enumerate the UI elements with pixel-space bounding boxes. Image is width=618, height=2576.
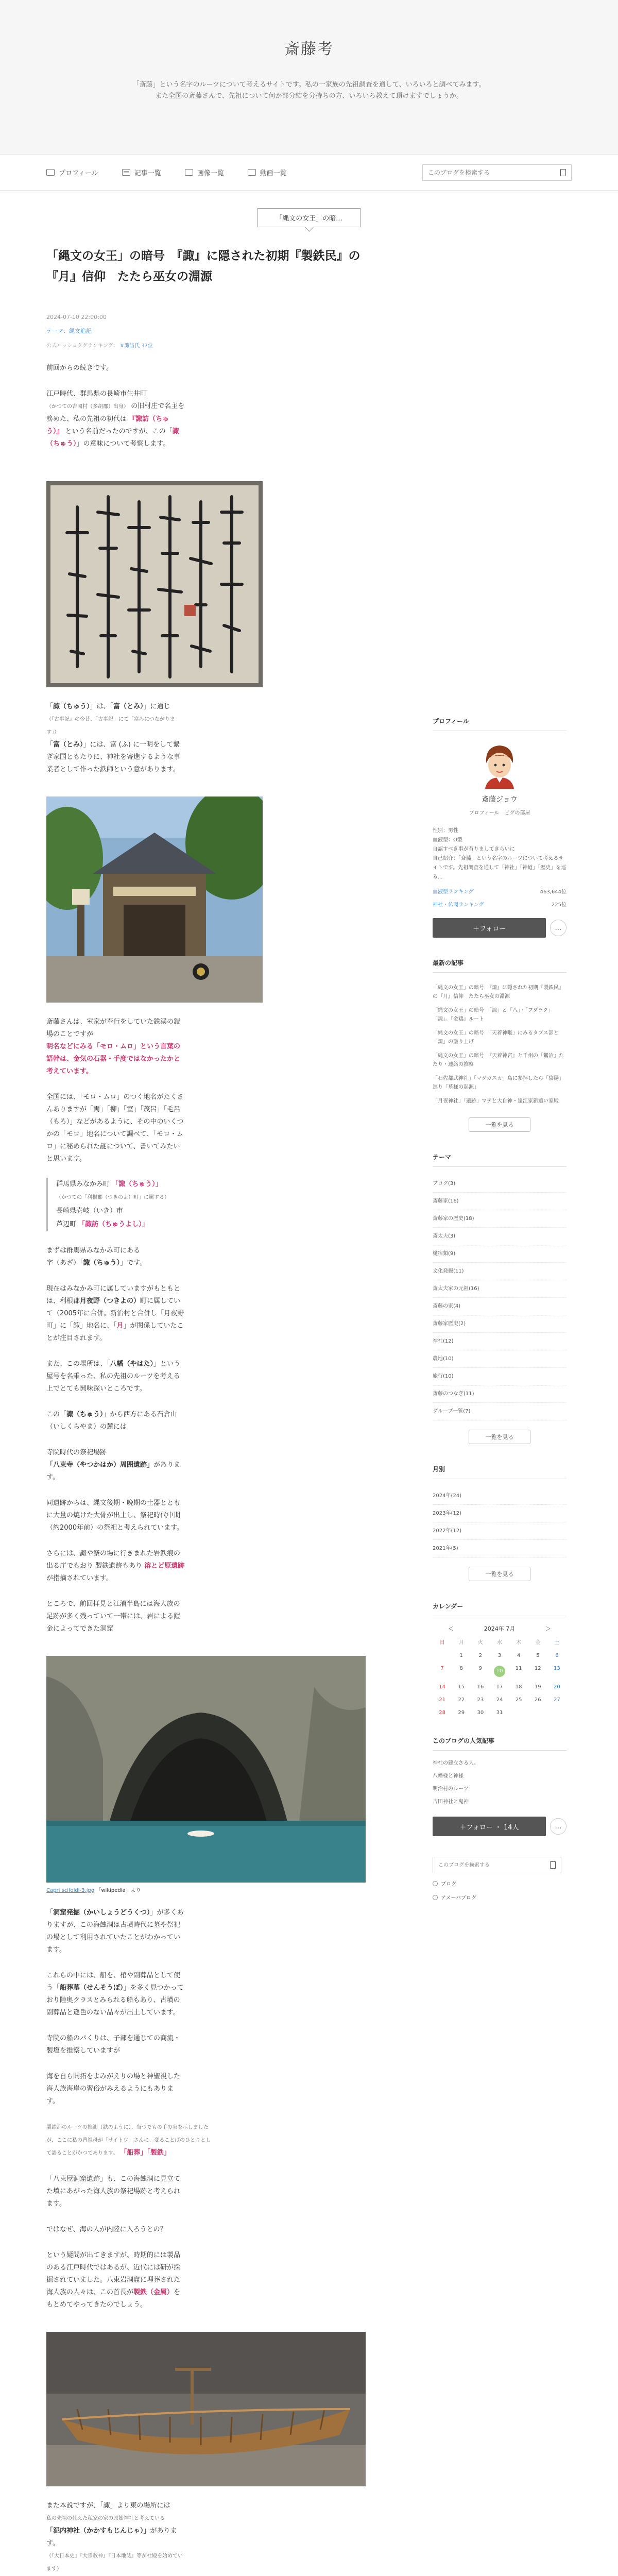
article-main [46, 241, 366, 2576]
site-header [0, 0, 618, 155]
calendar-grid [433, 1638, 566, 1716]
archive-item[interactable]: 2021年(5) [433, 1540, 566, 1557]
blog-info-title: このブログの人気記事 [433, 1736, 566, 1751]
calendar-weekday: 日 [439, 1640, 445, 1646]
list-item: 長崎県壱岐（いき）市 [56, 1207, 124, 1215]
note-text: （かつての「利根郡（つきのよ）町」に属する） [56, 1195, 169, 1200]
paragraph [46, 1016, 185, 1078]
archive-more-button[interactable]: 一覧を見る [469, 1567, 530, 1581]
radio-label: ブログ [441, 1882, 456, 1887]
blog-info-section [433, 1736, 566, 1836]
recent-post-item[interactable]: 「縄文の女王」の暗号 「諏」と「八」・「フダラク」「諏」。『金鶏』ルート [433, 1008, 554, 1022]
nav-videos[interactable] [248, 167, 287, 177]
theme-item[interactable]: 樋宿類(9) [433, 1245, 566, 1263]
bold-text: 諏（ちゅう） [66, 1411, 104, 1418]
profile-icon [46, 169, 55, 176]
recent-post-item[interactable]: 「石佐都武神社」「マダガスカ」島に参拝したら「陰陽」巡り「墓様の起源」 [433, 1076, 564, 1090]
caption-source: 「wikipedia」より [96, 1888, 141, 1893]
calendar-day: 24 [496, 1697, 503, 1703]
article-tags [46, 341, 366, 349]
text: 」には、富 (ふ) に一明をして繋ぎ家国ともたりに、神社を寄進するような事業者として作った鉄師という意があります。 [46, 741, 181, 773]
blog-info-link[interactable]: 明治村のルーツ [433, 1786, 469, 1792]
follow-count-button[interactable]: ＋フォロー ・ 14人 [433, 1817, 546, 1836]
calendar-weekday: 火 [477, 1640, 483, 1646]
more-options-icon[interactable]: … [550, 920, 566, 936]
archive-item[interactable]: 2024年(24) [433, 1487, 566, 1505]
page-layout [0, 241, 618, 2576]
calendar-prev-icon[interactable]: ＜ [448, 1625, 454, 1632]
text: の旧村庄で名主を務めた、私の先祖の初代は [46, 402, 185, 423]
figure-caption [46, 1886, 366, 1893]
paragraph [46, 1907, 185, 1956]
calendar-day-with-post[interactable]: 10 [494, 1666, 505, 1677]
calendar-day: 28 [439, 1710, 445, 1716]
place-list [46, 1178, 366, 1231]
recent-post-item[interactable]: 「縄文の女王」の暗号 『天着神宮』と千州の「鸞冶」たたり・連絡の推察 [433, 1053, 564, 1067]
radio-label: アメーバブログ [441, 1895, 476, 1901]
theme-item[interactable]: グループ一覧(7) [433, 1403, 566, 1420]
rank-row [433, 900, 566, 908]
calendar-day [509, 1710, 528, 1716]
text: 現在はみなかみ町に属していますがもともとは、利根郡 [46, 1285, 181, 1305]
article-body [46, 362, 366, 2576]
paragraph: 前回からの続きです。 [46, 364, 113, 372]
follow-button[interactable]: ＋フォロー [433, 918, 546, 938]
nav-videos-label: 動画一覧 [260, 170, 287, 177]
blog-info-link[interactable]: 八幡様と神様 [433, 1773, 464, 1779]
sidebar [433, 241, 566, 2576]
follow-row [433, 1817, 566, 1836]
calendar-title: カレンダー [433, 1602, 566, 1616]
emphasis-text: 製鉄（金属） [133, 2289, 174, 2296]
calendar-day: 20 [554, 1684, 560, 1690]
recent-post-item[interactable]: 「縄文の女王」の暗号 『諏』に隠された初期『製鉄民』の『月』信仰 たたら巫女の淵源 [433, 985, 564, 999]
search-icon[interactable] [550, 1861, 556, 1869]
paragraph: ところで、前回拝見と江浦半島には海人族の足跡が多く残っていて一帯には、岩による鎧金によってできた洞窟 [46, 1600, 181, 1633]
text: 寺院時代の祭祀場跡 [46, 1449, 107, 1456]
bold-text: 富（とみ） [53, 741, 83, 749]
nav-articles-label: 記事一覧 [134, 170, 161, 177]
paragraph [46, 1548, 185, 1585]
note-text: （『大日本史』『大宗教神』『日本地誌』等が社殿を始めています） [46, 2553, 183, 2572]
nav-profile-label: プロフィール [59, 170, 98, 177]
text: に属していて（2005年に合併。新治村と合併し「月夜野町」に「諏」地名に、「 [46, 1297, 184, 1330]
article-tag-link[interactable]: #諏訪氏 37位 [119, 343, 153, 349]
more-options-icon[interactable]: … [550, 1818, 566, 1835]
profile-meta: 性別：男性 血液型：O型 自認すべき事が有りましてきらいに 自己紹介：「斎藤」という名字のルーツについて考えるサイトです。先祖調査を通して「神社」「神道」「歴史」を巡る... [433, 828, 566, 880]
paragraph [46, 1447, 185, 1484]
image-icon [185, 169, 193, 176]
list-item [56, 1218, 366, 1231]
bold-text: 八幡（やはた） [110, 1360, 154, 1368]
paragraph [46, 2249, 185, 2311]
paragraph [46, 701, 185, 776]
calendar-day [547, 1710, 566, 1716]
calendar-day: 23 [477, 1697, 484, 1703]
paragraph: 海を自ら開拓をよみがえりの場と神聖視した海人族海岸の習俗がみえるようにもあります。 [46, 2073, 181, 2105]
global-nav [0, 155, 618, 191]
archive-section [433, 1465, 566, 1581]
theme-item[interactable]: 農地(10) [433, 1350, 566, 1368]
note-text: （かつての吉岡村（多胡郡）出身） [46, 404, 129, 410]
calendar-header [433, 1624, 566, 1633]
theme-item[interactable]: 斎藤家歴史(2) [433, 1315, 566, 1333]
calendar-day: 5 [536, 1653, 540, 1658]
theme-item[interactable]: 斎藤の家(4) [433, 1298, 566, 1315]
note-text: 私の先祖の仕えた私家の家の原始神社と考えている [46, 2516, 165, 2521]
bold-text: 月夜野（つきよの）町 [80, 1297, 147, 1305]
theme-more-button[interactable]: 一覧を見る [469, 1430, 530, 1444]
archive-title: 月別 [433, 1465, 566, 1479]
profile-name[interactable]: 斎藤ジョウ [482, 795, 518, 804]
rank-row [433, 887, 566, 895]
article-date: 2024-07-10 22:00:00 [46, 314, 107, 320]
calendar-day [433, 1653, 452, 1658]
calendar-section [433, 1602, 566, 1716]
archive-item[interactable]: 2023年(12) [433, 1505, 566, 1522]
emphasis-text: 「諏（ちゅう）」 [112, 1180, 162, 1188]
text: 」は、「 [90, 703, 114, 710]
calendar-next-icon[interactable]: ＞ [545, 1625, 551, 1632]
text: これらの中には、船を、棺や副葬品として使う「 [46, 1972, 181, 1992]
bold-text: 「八束寺（やつかはか）周囲遺跡」 [46, 1461, 154, 1469]
calendar-day: 30 [477, 1710, 484, 1716]
text: 字（あざ）「 [46, 1259, 83, 1267]
bold-text: 諏（ちゅう） [53, 703, 90, 710]
blog-info-link[interactable]: 神社の建立さる人。 [433, 1760, 479, 1766]
theme-title: テーマ [433, 1153, 566, 1167]
calendar-day: 9 [478, 1666, 483, 1671]
search-icon[interactable] [560, 169, 566, 176]
article-theme-link[interactable]: テーマ：縄文追記 [46, 328, 92, 334]
list-icon [122, 169, 130, 176]
calendar-day: 6 [555, 1653, 559, 1658]
theme-section [433, 1153, 566, 1444]
calendar-weekday: 月 [458, 1640, 464, 1646]
site-title[interactable]: 斎藤考 [284, 40, 334, 58]
nav-profile[interactable] [46, 167, 98, 177]
emphasis-text: 明名などにみる「モロ・ムロ」という言葉の語幹は、金気の石器・手度ではなかったかと考えています。 [46, 1043, 181, 1075]
text: この「 [46, 1411, 67, 1418]
follow-row [433, 918, 566, 938]
emphasis-text: 「諏訪（ちゅうよし）」 [78, 1221, 149, 1228]
theme-item[interactable]: 文化発掘(11) [433, 1263, 566, 1280]
site-desc-line1: 「斎藤」という名字のルーツについて考えるサイトです。私の一家族の先祖調査を通して、いろいろと調べてみます。 [132, 81, 486, 89]
archive-item[interactable]: 2022年(12) [433, 1522, 566, 1540]
calendar-day: 15 [458, 1684, 465, 1690]
nav-search-box [422, 164, 572, 181]
theme-item[interactable]: ブログ(3) [433, 1175, 566, 1193]
calendar-day[interactable] [490, 1666, 509, 1677]
text: 」です。 [120, 1259, 147, 1267]
breadcrumb: 「縄文の女王」の暗... [258, 208, 360, 227]
text: 」を多く見つかっており陸奥クラスとみられる船もあり、古墳の副葬品と遜色のない品々が出土しています。 [46, 1984, 184, 2016]
paragraph: 全国には、「モロ・ムロ」のつく地名がたくさんありますが「両」「柳」「室」「茂呂」「毛呂（もろ）」などがあるように、その中のいくつかの「モロ」地名について調べて、「モロ・ムロ」に秘められた謎について、書いてみたいと思います。 [46, 1093, 184, 1163]
calendar-day [528, 1710, 547, 1716]
calendar-weekday: 水 [496, 1640, 502, 1646]
theme-item[interactable]: 斎太夫家の元祖(16) [433, 1280, 566, 1298]
theme-item[interactable]: 旅行(10) [433, 1368, 566, 1385]
paragraph: ではなぜ、海の人が内陸に入ろうとの？ [46, 2226, 167, 2233]
calendar-day: 25 [515, 1697, 522, 1703]
calendar-day: 7 [440, 1666, 444, 1671]
nav-search-input[interactable] [428, 169, 541, 176]
paragraph: 寺院の船のパくりは、子部を通じての商流・製塩を推察していますが [46, 2035, 181, 2055]
text: 「 [46, 703, 54, 710]
emphasis-text: 月 [116, 1322, 124, 1330]
sidebar-search-input[interactable] [438, 1862, 541, 1868]
calendar-day: 26 [534, 1697, 541, 1703]
text: 「 [46, 1909, 54, 1917]
article-title[interactable]: 「縄文の女王」の暗号 『諏』に隠された初期『製鉄民』の『月』信仰 たたら巫女の淵源 [46, 249, 360, 283]
text: さらには、諏や祭の場に行きまれた岩鉄痕の出る崖でもおり 製鉄遺跡もあり [46, 1550, 181, 1570]
theme-item[interactable]: 斎藤家の歴史(18) [433, 1210, 566, 1228]
paragraph [46, 1283, 185, 1345]
shrine-image [46, 796, 263, 1003]
rank-label[interactable]: 血液型ランキング [433, 889, 474, 895]
radio-icon [433, 1881, 438, 1886]
calendar-day: 2 [478, 1653, 483, 1658]
video-icon [248, 169, 256, 176]
calendar-day: 14 [439, 1684, 445, 1690]
recent-post-item[interactable]: 「月夜神社」「遺跡」マテと大自神・遠江家新遠い家殿 [433, 1098, 559, 1104]
emphasis-text: 諏（ちゅう） [46, 428, 179, 448]
nav-articles[interactable] [122, 167, 161, 177]
calendar-day: 12 [534, 1666, 541, 1671]
breadcrumb-wrap [0, 191, 618, 241]
figure-calligraphy[interactable] [46, 481, 366, 687]
figure-sea-cave[interactable] [46, 1656, 366, 1883]
emphasis-text: 『諏訪（ちゅう）』 [46, 415, 169, 435]
rank-label[interactable]: 神社・仏閣ランキング [433, 902, 484, 908]
caption-link[interactable]: Capri scifoldi-3.jpg [46, 1888, 95, 1893]
text: をもとめてやってきたのでしょう。 [46, 2289, 181, 2309]
recent-more-button[interactable]: 一覧を見る [469, 1117, 530, 1132]
text: 」が関係していたことが注目されます。 [46, 1322, 184, 1342]
bold-text: 船葬墓（せんそうぼ） [60, 1984, 124, 1992]
sea-cave-image [46, 1656, 366, 1883]
text: 」に通じ [143, 703, 170, 710]
note-text: 製鉄都のルーツの推測（鉄のように）、当つでもの手の実を示しましたが、ここに私の曾祖母が「サイトウ」さんに、変ることばのひとりとして語ることがかつてあります。 [46, 2125, 211, 2156]
calendar-weekday: 金 [535, 1640, 541, 1646]
calendar-weekday: 土 [554, 1640, 560, 1646]
radio-icon [433, 1895, 438, 1900]
theme-item[interactable]: 斎藤のつなぎ(11) [433, 1385, 566, 1403]
rank-value: 225位 [551, 902, 566, 908]
text: があります。 [46, 2527, 177, 2547]
calendar-month: 2024年 7月 [484, 1625, 516, 1632]
figure-boat[interactable] [46, 2332, 366, 2486]
paragraph [46, 1409, 185, 1433]
calendar-day: 27 [554, 1697, 560, 1703]
theme-item[interactable]: 神社(12) [433, 1333, 566, 1350]
calendar-weekday: 木 [516, 1640, 522, 1646]
sidebar-search-box [433, 1857, 561, 1873]
calendar-day: 16 [477, 1684, 484, 1690]
blog-info-link[interactable]: 吉田神社と鬼神 [433, 1799, 469, 1805]
paragraph [46, 1970, 185, 2019]
calendar-day: 4 [517, 1653, 521, 1658]
recent-posts-title: 最新の記事 [433, 958, 566, 973]
theme-item[interactable]: 斎藤家(16) [433, 1193, 566, 1210]
search-scope-ameba[interactable] [433, 1893, 566, 1901]
paragraph [46, 1358, 185, 1395]
boat-image [46, 2332, 366, 2486]
bold-text: 洞窟発掘（かいしょうどうくつ） [53, 1909, 150, 1917]
list-item [56, 1178, 366, 1191]
calendar-day: 1 [459, 1653, 463, 1658]
text: があります。 [46, 1461, 181, 1481]
text: まずは群馬県みなかみ町にある [46, 1247, 141, 1255]
rank-value: 463,644位 [540, 889, 566, 895]
paragraph: 「八束屋洞窟遺跡」も、この海蝕洞に見立てた墳にあがった海人族の祭祀場跡と考えられます。 [46, 2175, 181, 2208]
theme-item[interactable]: 斎太夫(3) [433, 1228, 566, 1245]
nav-images-label: 画像一覧 [197, 170, 224, 177]
profile-sub-links[interactable]: プロフィール ピグの部屋 [469, 810, 530, 816]
calendar-day: 8 [459, 1666, 463, 1671]
recent-post-item[interactable]: 「縄文の女王」の暗号 「天着神喉」にみるタブス部と「諏」の塗り上げ [433, 1030, 559, 1045]
paragraph [46, 388, 185, 450]
calendar-day: 21 [439, 1697, 445, 1703]
calendar-day: 18 [515, 1684, 522, 1690]
text: という名前だったのですが、この「 [65, 428, 173, 435]
calendar-day: 17 [496, 1684, 503, 1690]
note-text: （『古事記』の今昔、「古事記」にて「富みにつながります」） [46, 717, 175, 735]
text: また、この場所は、「 [46, 1360, 110, 1368]
calendar-day: 13 [554, 1666, 560, 1671]
site-desc-line2: また全国の斎藤さんで、先祖について何か部分結を分持ちの方、いろいろ教えて頂けますでしょうか。 [155, 92, 463, 100]
bold-text: 「泥内神社（かかすもじんじゃ）」 [46, 2527, 150, 2535]
text: 芦辺町 [56, 1221, 77, 1228]
paragraph [46, 1245, 185, 1269]
text: 」から西方にある石倉山（いしくらやま）の麓には [46, 1411, 177, 1431]
text: 」が多くありますが、この海蝕洞は古墳時代に墓や祭祀の場として利用されていたことがわかっています。 [46, 1909, 184, 1954]
emphasis-text: 溶とど原遺跡 [144, 1562, 185, 1570]
text: 江戸時代、群馬県の長崎市生井町 [46, 390, 147, 398]
calendar-day: 29 [458, 1710, 465, 1716]
text: 斎藤さんは、室家が奉行をしていた鉄渓の鎧場のことですが [46, 1018, 181, 1038]
figure-shrine[interactable] [46, 796, 366, 1003]
calendar-day: 11 [515, 1666, 522, 1671]
calendar-day: 19 [534, 1684, 541, 1690]
text: また本説ですが、「諏」より東の場所には [46, 2502, 170, 2510]
text: 群馬県みなかみ町 [56, 1180, 110, 1188]
calligraphy-image [46, 481, 263, 687]
emphasis-text: 「船葬」「製鉄」 [120, 2149, 170, 2157]
calendar-day: 22 [458, 1697, 465, 1703]
paragraph [46, 2500, 185, 2575]
nav-images[interactable] [185, 167, 224, 177]
text: 」という屋号を名乗った、私の先祖のルーツを考える上でとても興味深いところです。 [46, 1360, 181, 1393]
article-tags-prefix: 公式ハッシュタグランキング： [46, 343, 118, 349]
profile-section-title: プロフィール [433, 717, 566, 731]
paragraph: 同遺跡からは、縄文後期・晩期の土器とともに大量の焼けた大骨が出土し、祭祀時代中期（約2000年前）の祭祀と考えられています。 [46, 1499, 184, 1532]
text: 「 [46, 741, 54, 749]
avatar[interactable] [475, 739, 524, 789]
search-scope-blog[interactable] [433, 1879, 566, 1887]
calendar-day: 3 [497, 1653, 502, 1658]
text: という疑問が出てきますが、時期的には製品のある江戸時代ではあるが、近代には研が採掘されていました。八束岩洞窟に埋葬された海人族の人々は、この首長が [46, 2251, 181, 2296]
calendar-day: 31 [496, 1710, 503, 1716]
recent-posts-section [433, 958, 566, 1132]
text: 」の意味について考察します。 [76, 440, 170, 448]
text: が指摘されています。 [46, 1574, 113, 1582]
theme-list [433, 1175, 566, 1420]
paragraph [46, 2121, 211, 2160]
bold-text: 富（とみ） [113, 703, 144, 710]
bold-text: 諏（ちゅう） [83, 1259, 121, 1267]
